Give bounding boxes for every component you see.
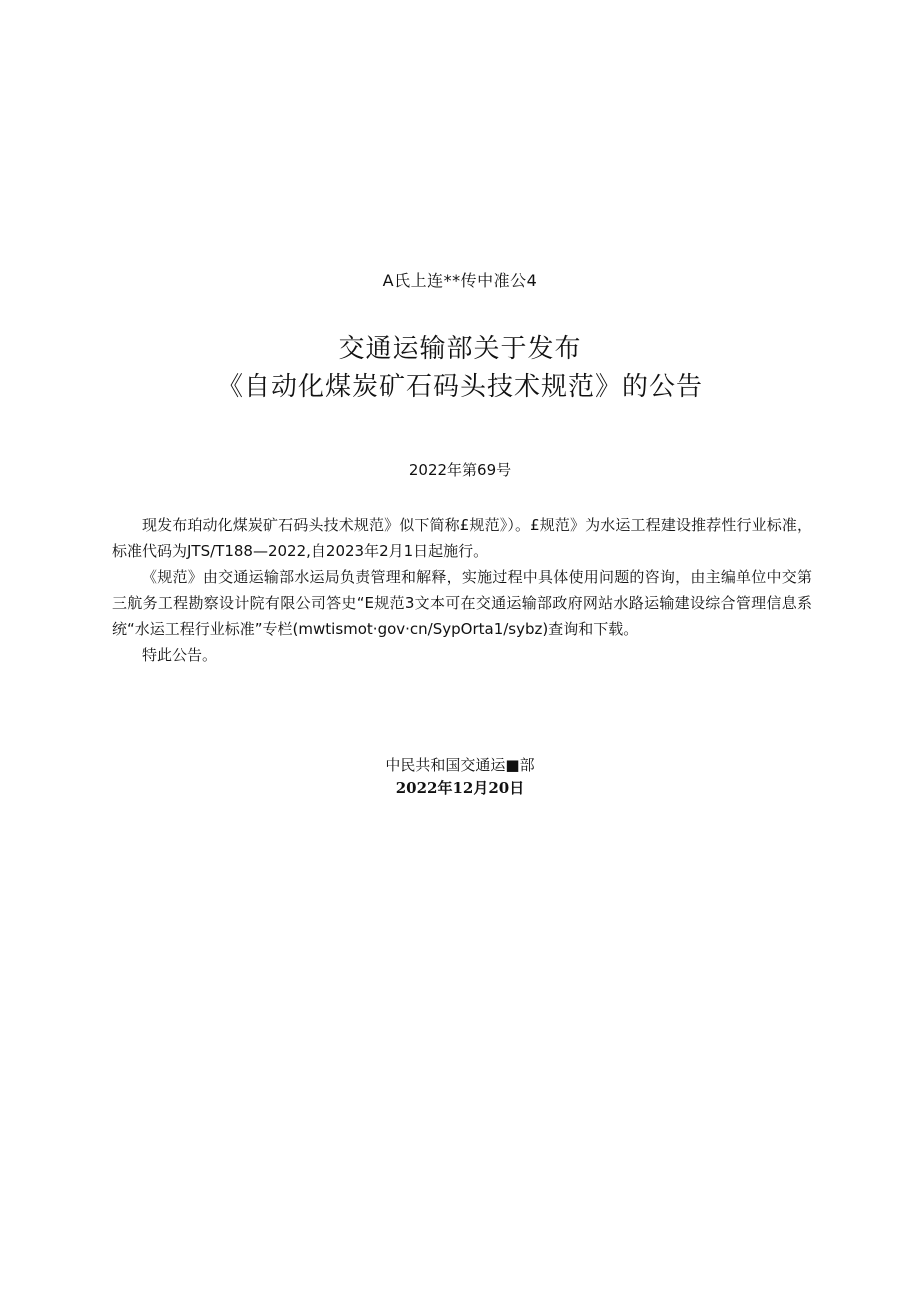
issuer-name: 中民共和国交通运■部 xyxy=(385,756,535,774)
announcement-body xyxy=(112,512,812,668)
issue-date: 2022年12月20日 xyxy=(395,779,525,797)
header-line: A氏上连**传中准公4 xyxy=(382,271,538,290)
announcement-title xyxy=(0,330,920,406)
paragraph-release: 现发布珀动化煤炭矿石码头技术规范》似下简称£规范》）。£规范》为水运工程建设推荐性行业标准，标准代码为JTS/T188—2022,自2023年2月1日起施行。 xyxy=(112,516,812,560)
title-line-2: 《自动化煤炭矿石码头技术规范》的公告 xyxy=(216,372,703,402)
paragraph-closing: 特此公告。 xyxy=(142,646,218,664)
notice-number: 2022年第69号 xyxy=(408,461,512,479)
signature-block xyxy=(0,754,920,800)
title-line-1: 交通运输部关于发布 xyxy=(338,334,582,364)
paragraph-management: 《规范》由交通运输部水运局负责管理和解释，实施过程中具体使用问题的咨询，由主编单位中交第三航务工程勘察设计院有限公司答史“E规范3文本可在交通运输部政府网站水路运输建设综合管理信息系统“水运工程行业标准”专栏(mwtismot·gov·cn/SypOrta1∕sybz)查询和下载。 xyxy=(112,568,812,638)
